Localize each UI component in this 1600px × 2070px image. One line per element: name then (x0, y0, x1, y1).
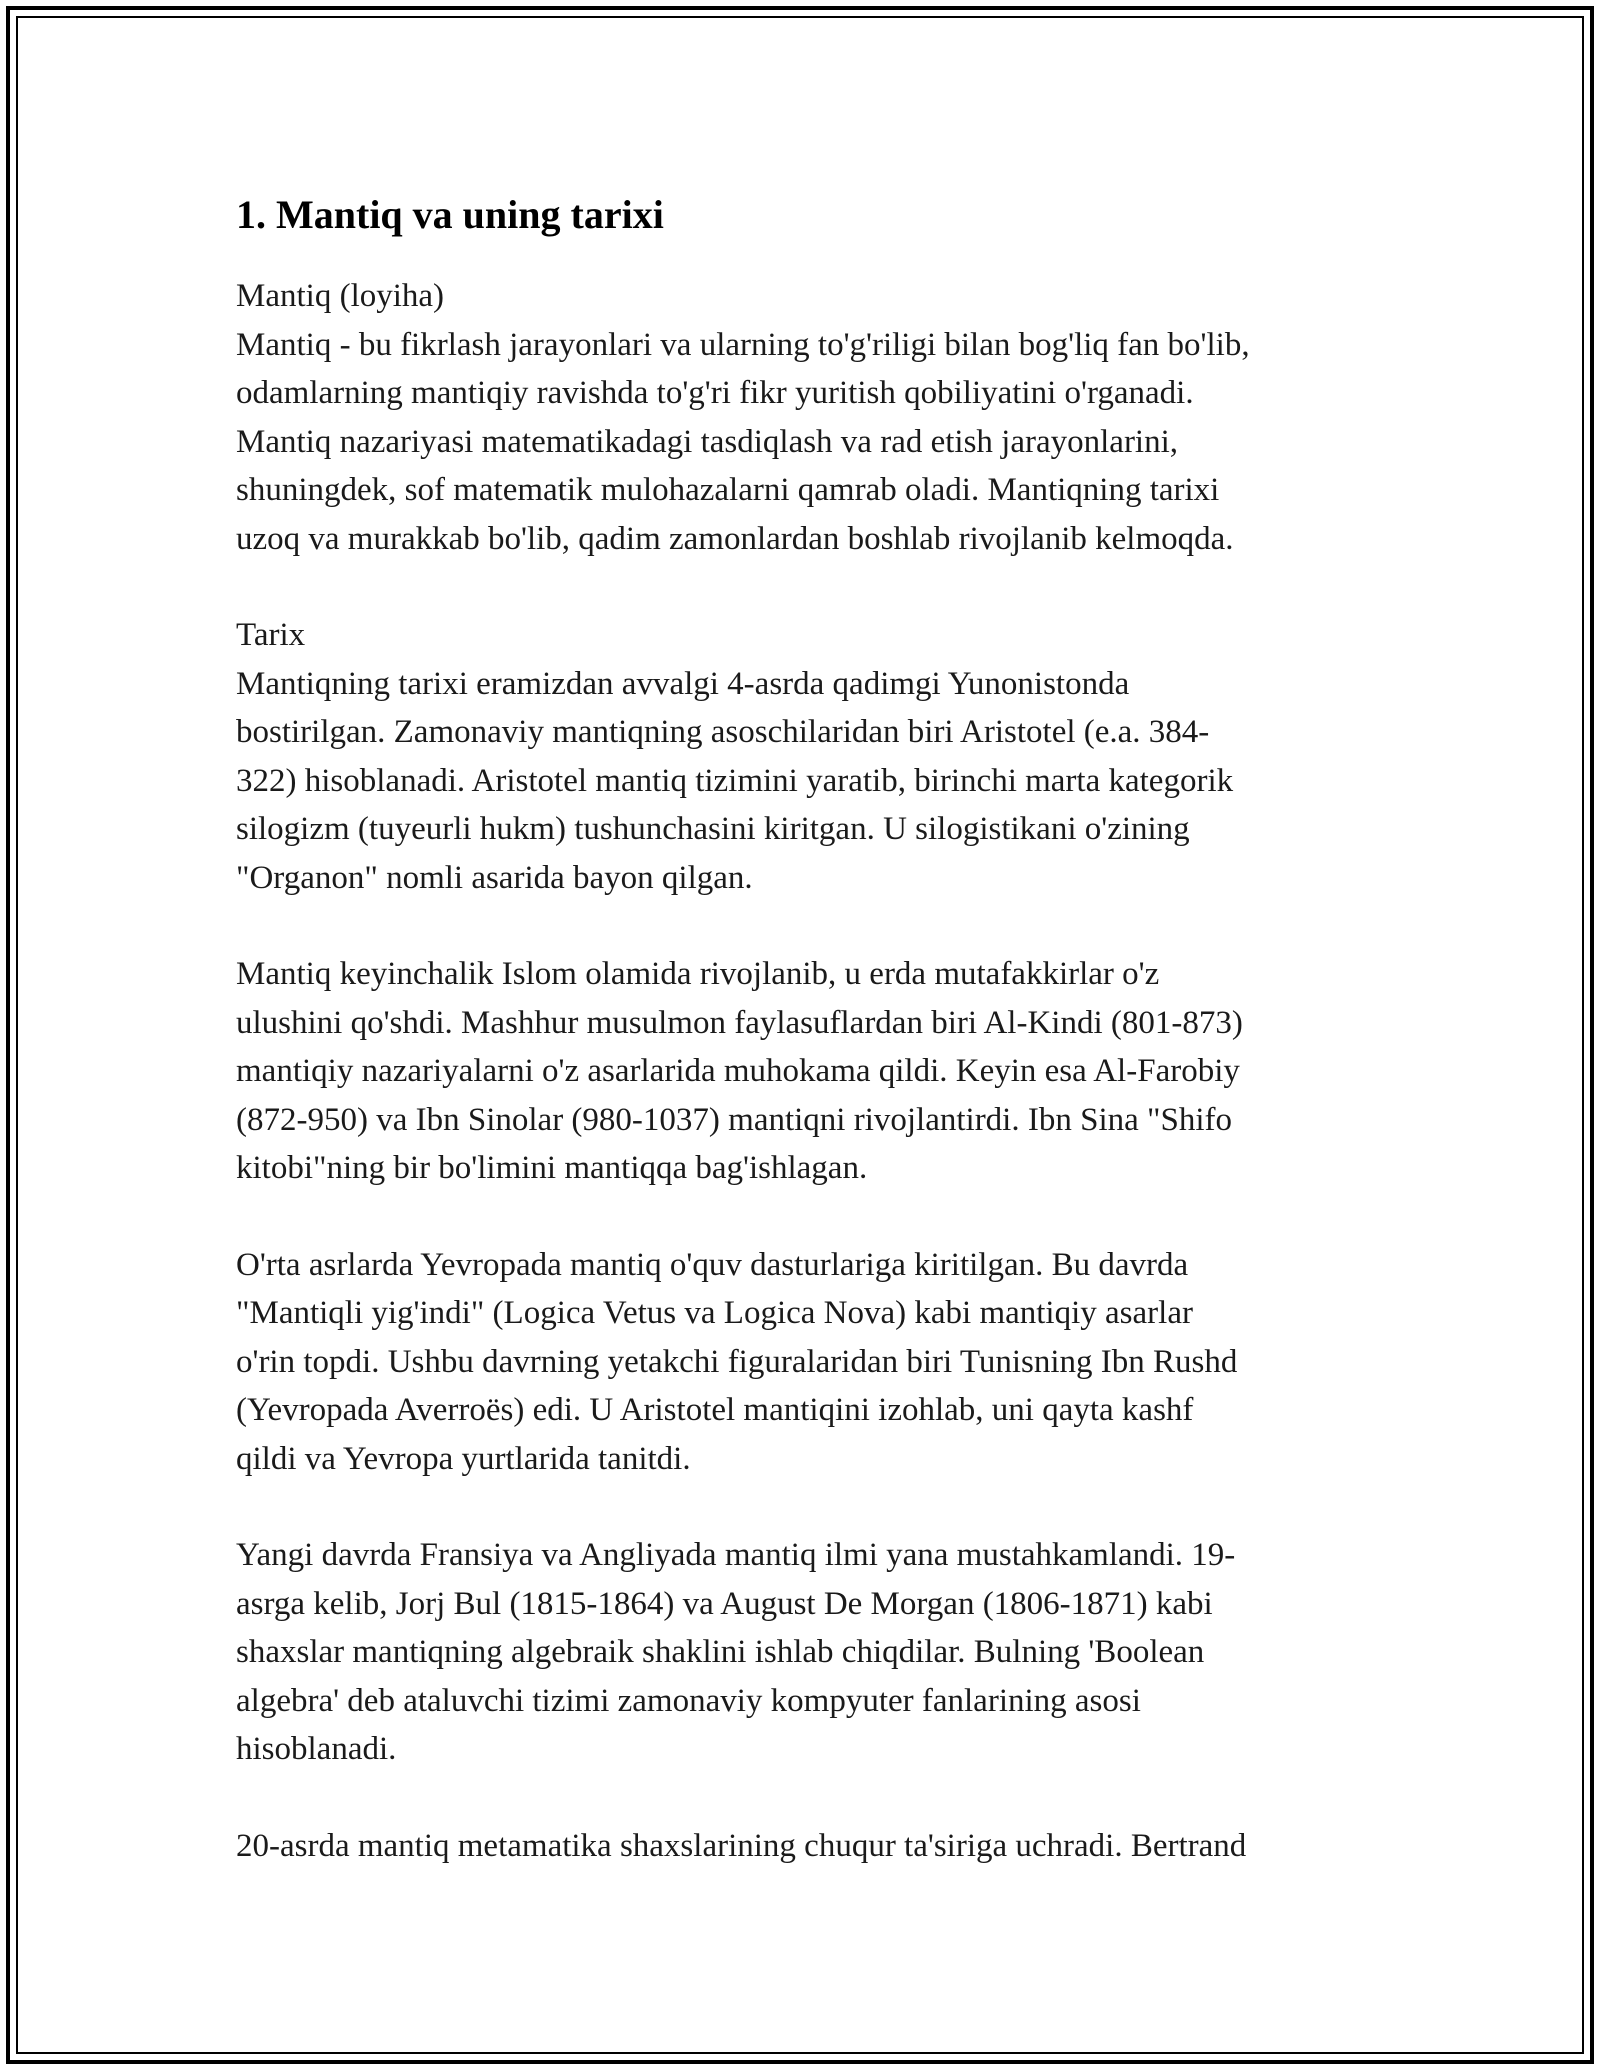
paragraph-line: asrga kelib, Jorj Bul (1815-1864) va August De Morgan (1806-1871) kabi (236, 1585, 1213, 1622)
paragraph-line: O'rta asrlarda Yevropada mantiq o'quv dasturlariga kiritilgan. Bu davrda (236, 1246, 1189, 1283)
paragraph-line: (Yevropada Averroës) edi. U Aristotel mantiqini izohlab, uni qayta kashf (236, 1392, 1194, 1428)
paragraph-line: Mantiq (loyiha) (236, 278, 445, 314)
paragraph-islamic-world (236, 950, 1366, 1193)
paragraph-line: shuningdek, sof matematik mulohazalarni qamrab oladi. Mantiqning tarixi (236, 472, 1220, 508)
paragraph-line: kitobi"ning bir bo'limini mantiqqa bag'ishlagan. (236, 1150, 868, 1186)
paragraph-line: Mantiq keyinchalik Islom olamida rivojlanib, u erda mutafakkirlar o'z (236, 956, 1160, 992)
paragraph-line: bostirilgan. Zamonaviy mantiqning asoschilaridan biri Aristotel (e.a. 384- (236, 714, 1210, 750)
paragraph-history (236, 611, 1366, 902)
paragraph-line: odamlarning mantiqiy ravishda to'g'ri fikr yuritish qobiliyatini o'rganadi. (236, 375, 1194, 411)
paragraph-line: Mantiq - bu fikrlash jarayonlari va ularning to'g'riligi bilan bog'liq fan bo'lib, (236, 326, 1250, 363)
paragraph-intro (236, 272, 1366, 563)
paragraph-line: Mantiqning tarixi eramizdan avvalgi 4-asrda qadimgi Yunonistonda (236, 665, 1130, 702)
paragraph-20th-century (236, 1822, 1366, 1871)
paragraph-line: uzoq va murakkab bo'lib, qadim zamonlardan boshlab rivojlanib kelmoqda. (236, 520, 1234, 557)
paragraph-line: Mantiq nazariyasi matematikadagi tasdiqlash va rad etish jarayonlarini, (236, 423, 1179, 460)
document-title: 1. Mantiq va uning tarixi (236, 192, 664, 237)
paragraph-middle-ages (236, 1241, 1366, 1484)
paragraph-line: mantiqiy nazariyalarni o'z asarlarida muhokama qildi. Keyin esa Al-Farobiy (236, 1053, 1240, 1089)
paragraph-line: "Organon" nomli asarida bayon qilgan. (236, 859, 753, 896)
paragraph-line: 322) hisoblanadi. Aristotel mantiq tizimini yaratib, birinchi marta kategorik (236, 762, 1234, 799)
paragraph-line: silogizm (tuyeurli hukm) tushunchasini kiritgan. U silogistikani o'zining (236, 811, 1190, 847)
paragraph-line: Tarix (236, 617, 306, 653)
document-body (236, 186, 1366, 1918)
paragraph-line: qildi va Yevropa yurtlarida tanitdi. (236, 1440, 691, 1477)
paragraph-line: ulushini qo'shdi. Mashhur musulmon faylasuflardan biri Al-Kindi (801-873) (236, 1004, 1243, 1041)
paragraph-line: "Mantiqli yig'indi" (Logica Vetus va Logica Nova) kabi mantiqiy asarlar (236, 1295, 1193, 1331)
paragraph-line: 20-asrda mantiq metamatika shaxslarining chuqur ta'siriga uchradi. Bertrand (236, 1827, 1247, 1864)
paragraph-line: o'rin topdi. Ushbu davrning yetakchi figuralaridan biri Tunisning Ibn Rushd (236, 1343, 1238, 1380)
paragraph-line: hisoblanadi. (236, 1731, 397, 1767)
paragraph-line: algebra' deb ataluvchi tizimi zamonaviy kompyuter fanlarining asosi (236, 1682, 1141, 1719)
paragraph-line: (872-950) va Ibn Sinolar (980-1037) mantiqni rivojlantirdi. Ibn Sina "Shifo (236, 1101, 1232, 1138)
paragraph-line: Yangi davrda Fransiya va Angliyada mantiq ilmi yana mustahkamlandi. 19- (236, 1537, 1236, 1573)
paragraph-modern-era (236, 1531, 1366, 1774)
paragraph-line: shaxslar mantiqning algebraik shaklini ishlab chiqdilar. Bulning 'Boolean (236, 1634, 1205, 1670)
